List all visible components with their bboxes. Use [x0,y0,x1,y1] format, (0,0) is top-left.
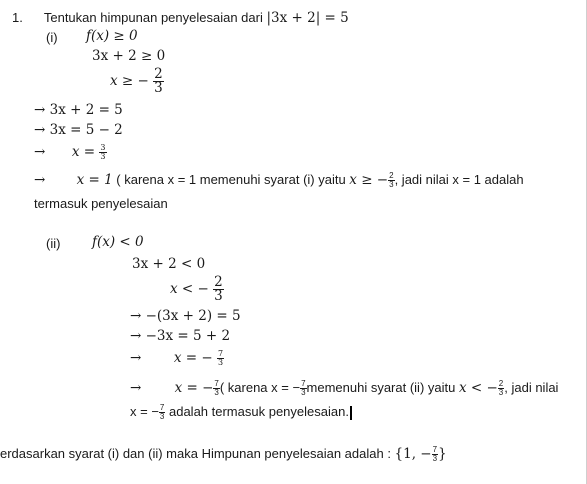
case1-condition: f(x) ≥ 0 [86,28,138,44]
fraction-numerator: 7 [214,379,219,389]
case2-step4-condition: x < − [458,380,498,396]
fraction-denominator: 3 [389,180,394,190]
fraction-numerator: 3 [100,143,106,152]
arrow-icon: → [130,380,142,396]
conclusion-set-close: } [438,446,447,462]
fraction-numerator: 2 [154,66,163,82]
case1-step1: → 3x + 2 = 5 [34,102,123,118]
text-cursor [350,406,352,420]
case1-solution-lhs: x ≥ − [110,73,149,89]
case1-step3-fraction [99,144,106,161]
case2-step4 [130,380,558,397]
case1-step2: → 3x = 5 − 2 [34,122,123,138]
fraction-denominator: 3 [214,388,219,398]
problem-number: 1. [12,10,23,25]
fraction-denominator: 3 [218,358,224,367]
case2-step3-lhs: x = − [173,350,213,366]
case1-step3 [34,144,107,161]
fraction-numerator: 7 [432,445,438,455]
arrow-icon: → [34,144,46,160]
case2-step2: → −3x = 5 + 2 [130,328,231,344]
arrow-icon: → [130,350,142,366]
case1-step3-lhs: x = [71,144,96,160]
case1-solution [110,68,164,95]
case1-step4-text: ( karena x = 1 memenuhi syarat (i) yaitu [112,172,350,187]
case2-step4-text-2: memenuhi syarat (ii) yaitu [306,380,459,395]
fraction-numerator: 7 [159,403,165,413]
case1-step4 [34,172,524,189]
case2-step3 [130,350,224,367]
case1-label: (i) [46,30,58,45]
fraction-denominator: 3 [154,80,163,96]
fraction-denominator: 3 [301,388,306,398]
arrow-icon: → [34,172,46,188]
fraction-denominator: 3 [498,388,504,398]
problem-line [12,10,349,26]
case2-solution-fraction [213,276,224,303]
case2-step3-fraction [217,350,224,367]
case1-step4-cont: termasuk penyelesaian [34,196,168,211]
case1-step4-condition: x ≥ − [349,172,389,188]
case2-step4-cont [130,404,352,421]
case1-solution-fraction [153,68,164,95]
case2-condition: f(x) < 0 [92,234,144,250]
case2-step4-text: ( karena x = − [219,380,301,395]
case1-step4-text-2: , jadi nilai x = 1 adalah [394,172,524,187]
case2-step4-text-4: x = − [130,404,159,419]
fraction-numerator: 2 [214,274,223,290]
problem-equation: |3x + 2| = 5 [266,10,349,26]
fraction-denominator: 3 [432,454,438,464]
case1-inequality: 3x + 2 ≥ 0 [92,48,166,64]
case2-inequality: 3x + 2 < 0 [132,256,206,272]
fraction-denominator: 3 [214,288,223,304]
case2-step4-text-3: , jadi nilai [504,380,559,395]
problem-intro: Tentukan himpunan penyelesaian dari [43,10,267,25]
case2-step4-lhs: x = − [174,380,214,396]
fraction-numerator: 7 [301,379,306,389]
fraction-numerator: 2 [498,379,504,389]
case2-step1: → −(3x + 2) = 5 [130,308,241,324]
fraction-denominator: 3 [100,152,106,161]
case2-step4-text-5: adalah termasuk penyelesaian. [165,404,349,419]
case2-solution [170,276,224,303]
fraction-numerator: 7 [218,349,224,358]
conclusion-line [0,446,447,463]
fraction-numerator: 2 [389,171,394,181]
conclusion-text: erdasarkan syarat (i) dan (ii) maka Himpunan penyelesaian adalah : [0,446,395,461]
case2-label: (ii) [46,236,61,251]
case2-solution-lhs: x < − [170,281,209,297]
conclusion-set-open: {1, − [394,446,432,462]
fraction-denominator: 3 [159,412,165,422]
case1-step4-eq: x = 1 [76,172,113,188]
